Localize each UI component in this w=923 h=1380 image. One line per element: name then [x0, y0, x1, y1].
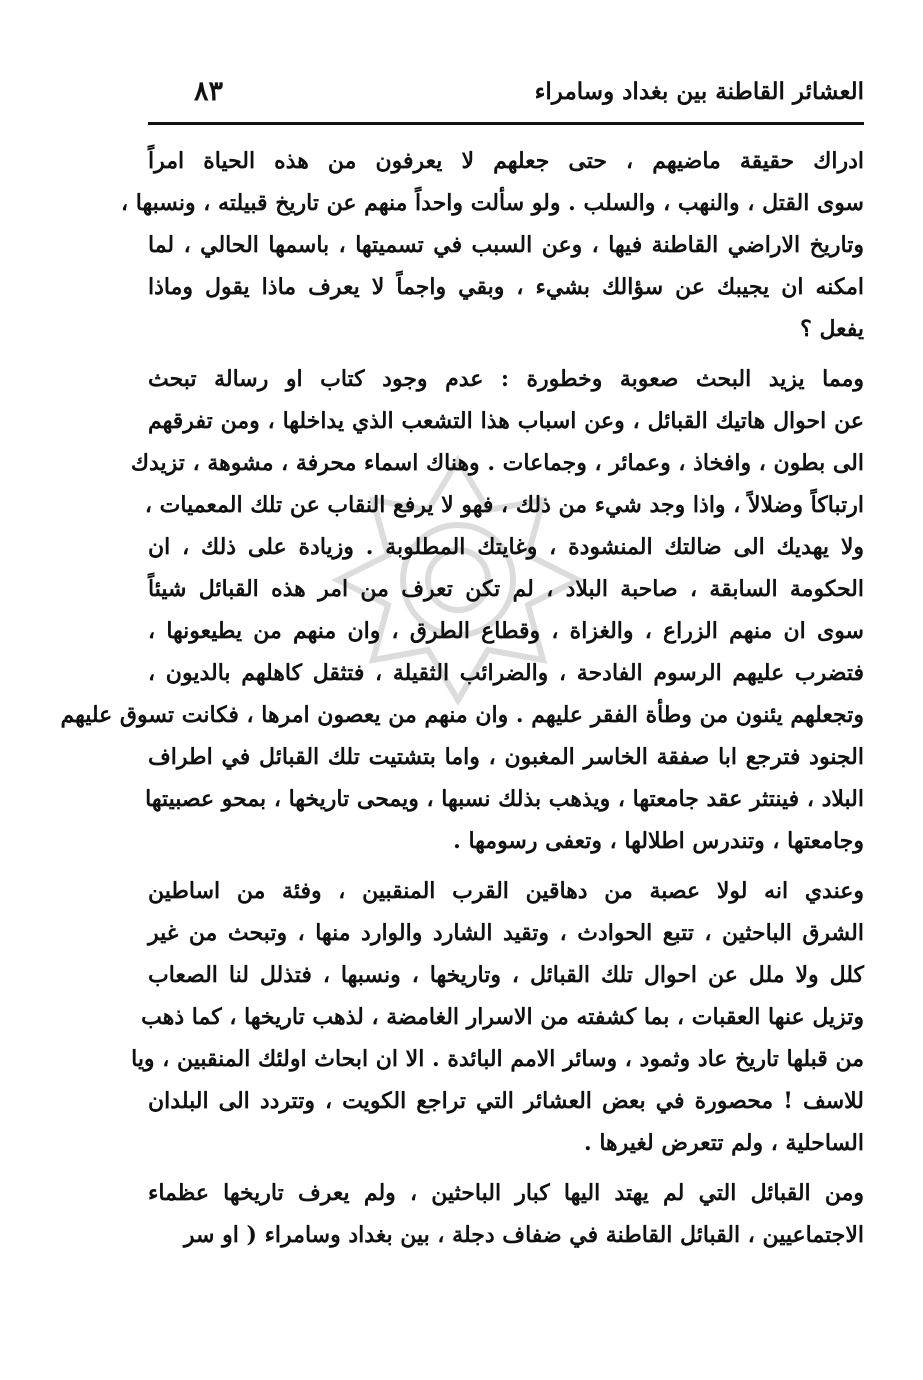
text-line: وعندي انه لولا عصبة من دهاقين القرب المنقبين ، وفئة من اساطين [148, 878, 864, 904]
text-line: يفعل ؟ [800, 316, 864, 342]
page-header [148, 76, 864, 118]
body-text [60, 140, 864, 1256]
text-line: الجنود فترجع ابا صفقة الخاسر المغبون ، واما بتشتيت تلك القبائل في اطراف [148, 744, 864, 770]
text-line: عن احوال هاتيك القبائل ، وعن اسباب هذا التشعب الذي يداخلها ، ومن تفرقهم [148, 408, 864, 434]
text-line: الشرق الباحثين ، تتبع الحوادث ، وتقيد الشارد والوارد منها ، وتبحث من غير [148, 920, 864, 946]
text-line: ادراك حقيقة ماضيهم ، حتى جعلهم لا يعرفون من هذه الحياة امراً [148, 148, 864, 174]
text-line: وجامعتها ، وتندرس اطلالها ، وتعفى رسومها . [453, 828, 864, 854]
running-title: العشائر القاطنة بين بغداد وسامراء [534, 78, 864, 105]
text-line: الحكومة السابقة ، صاحبة البلاد ، لم تكن تعرف من امر هذه القبائل شيئاً [148, 576, 864, 602]
text-line: سوى القتل ، والنهب ، والسلب . ولو سألت واحداً منهم عن تاريخ قبيلته ، ونسبها ، [121, 190, 864, 216]
paragraph [121, 140, 864, 350]
header-rule [148, 122, 864, 125]
text-line: الى بطون ، وافخاذ ، وعمائر ، وجماعات . وهناك اسماء محرفة ، مشوهة ، تزيدك [130, 450, 864, 476]
text-line: كلل ولا ملل عن احوال تلك القبائل ، وتاريخها ، ونسبها ، فتذلل لنا الصعاب [148, 962, 864, 988]
text-line: ارتباكاً وضلالاً ، واذا وجد شيء من ذلك ، فهو لا يرفع النقاب عن تلك المعميات ، [144, 492, 864, 518]
text-line: فتضرب عليهم الرسوم الفادحة ، والضرائب الثقيلة ، فتثقل كاهلهم بالديون ، [148, 660, 864, 686]
page-number: ٨٣ [194, 76, 224, 107]
text-line: وتاريخ الاراضي القاطنة فيها ، وعن السبب في تسميتها ، باسمها الحالي ، لما [148, 232, 864, 258]
text-line: للاسف ! محصورة في بعض العشائر التي تراجع الكويت ، وتتردد الى البلدان [148, 1088, 864, 1114]
text-line: البلاد ، فينتثر عقد جامعتها ، ويذهب بذلك نسبها ، ويمحى تاريخها ، بمحو عصبيتها [145, 786, 864, 812]
paragraph [131, 870, 864, 1164]
text-line: ومما يزيد البحث صعوبة وخطورة : عدم وجود كتاب او رسالة تبحث [148, 366, 864, 392]
paragraph [148, 1172, 864, 1256]
text-line: امكنه ان يجيبك عن سؤالك بشيء ، وبقي واجماً لا يعرف ماذا يقول وماذا [148, 274, 864, 300]
text-line: سوى ان منهم الزراع ، والغزاة ، وقطاع الطرق ، وان منهم من يطيعونها ، [148, 618, 864, 644]
text-line: الساحلية ، ولم تتعرض لغيرها . [584, 1130, 864, 1156]
paragraph-gap [148, 1164, 864, 1172]
text-line: وتزيل عنها العقبات ، بما كشفته من الاسرار الغامضة ، لذهب تاريخها ، كما ذهب [141, 1004, 864, 1030]
text-line: ولا يهديك الى ضالتك المنشودة ، وغايتك المطلوبة . وزيادة على ذلك ، ان [148, 534, 864, 560]
text-line: الاجتماعيين ، القبائل القاطنة في ضفاف دجلة ، بين بغداد وسامراء ( او سر [183, 1222, 864, 1248]
text-line: وتجعلهم يئنون من وطأة الفقر عليهم . وان منهم من يعصون امرها ، فكانت تسوق عليهم [60, 702, 864, 728]
paragraph-gap [148, 862, 864, 870]
paragraph [60, 358, 864, 862]
text-line: من قبلها تاريخ عاد وثمود ، وسائر الامم البائدة . الا ان ابحاث اولئك المنقبين ، ويا [131, 1046, 864, 1072]
text-line: ومن القبائل التي لم يهتد اليها كبار الباحثين ، ولم يعرف تاريخها عظماء [148, 1180, 864, 1206]
paragraph-gap [148, 350, 864, 358]
